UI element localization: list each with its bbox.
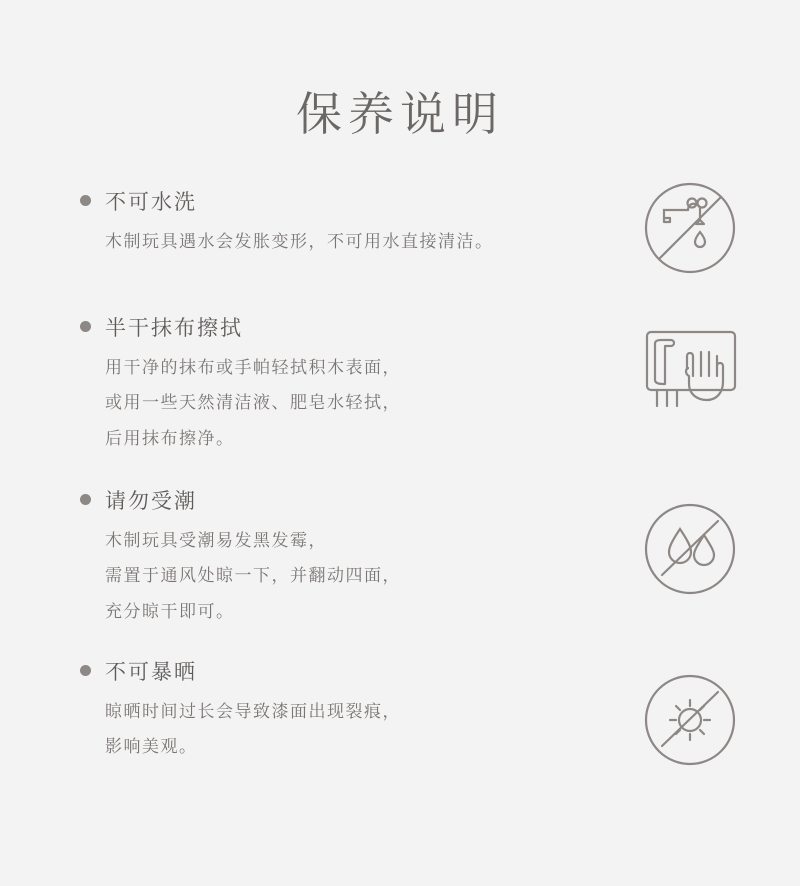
care-section-line: 需置于通风处晾一下，并翻动四面， bbox=[105, 566, 401, 586]
page-title: 保养说明 bbox=[296, 88, 504, 140]
bullet-icon bbox=[80, 494, 91, 505]
care-section bbox=[0, 485, 800, 630]
care-section-lines bbox=[80, 694, 620, 765]
no-sun-exposure-icon bbox=[636, 666, 744, 774]
care-section-heading bbox=[80, 312, 620, 342]
bullet-icon bbox=[80, 321, 91, 332]
care-section-line: 后用抹布擦净。 bbox=[105, 428, 235, 448]
care-section-text bbox=[80, 485, 620, 630]
care-section-icon bbox=[620, 666, 760, 774]
care-section-icon bbox=[620, 174, 760, 282]
bullet-icon bbox=[80, 195, 91, 206]
care-section-heading-label: 不可暴晒 bbox=[105, 660, 197, 684]
care-section-line: 充分晾干即可。 bbox=[105, 601, 235, 621]
care-section-icon bbox=[620, 322, 760, 422]
care-section-line: 晾晒时间过长会导致漆面出现裂痕， bbox=[105, 701, 401, 721]
no-water-tap-icon bbox=[636, 174, 744, 282]
care-section-heading bbox=[80, 656, 620, 686]
care-section-text bbox=[80, 312, 620, 457]
care-section-icon bbox=[620, 495, 760, 603]
care-section-text bbox=[80, 656, 620, 765]
care-section-line: 木制玩具遇水会发胀变形，不可用水直接清洁。 bbox=[105, 231, 494, 251]
care-section-lines bbox=[80, 523, 620, 630]
care-section-line: 用干净的抹布或手帕轻拭积木表面， bbox=[105, 357, 401, 377]
care-section-heading bbox=[80, 485, 620, 515]
care-section-heading-label: 半干抹布擦拭 bbox=[105, 316, 243, 340]
care-section-lines bbox=[80, 224, 620, 260]
hand-wiping-cloth-icon bbox=[635, 322, 745, 422]
no-moisture-droplets-icon bbox=[636, 495, 744, 603]
care-section bbox=[0, 312, 800, 457]
care-section-line: 影响美观。 bbox=[105, 737, 198, 757]
care-section-lines bbox=[80, 350, 620, 457]
care-section bbox=[0, 656, 800, 774]
bullet-icon bbox=[80, 665, 91, 676]
care-section-line: 木制玩具受潮易发黑发霉， bbox=[105, 530, 327, 550]
care-section-heading-label: 请勿受潮 bbox=[105, 489, 197, 513]
care-sections-list bbox=[0, 186, 800, 774]
care-section-heading bbox=[80, 186, 620, 216]
care-section-line: 或用一些天然清洁液、肥皂水轻拭， bbox=[105, 393, 401, 413]
care-section bbox=[0, 186, 800, 282]
care-section-text bbox=[80, 186, 620, 260]
care-section-heading-label: 不可水洗 bbox=[105, 190, 197, 214]
